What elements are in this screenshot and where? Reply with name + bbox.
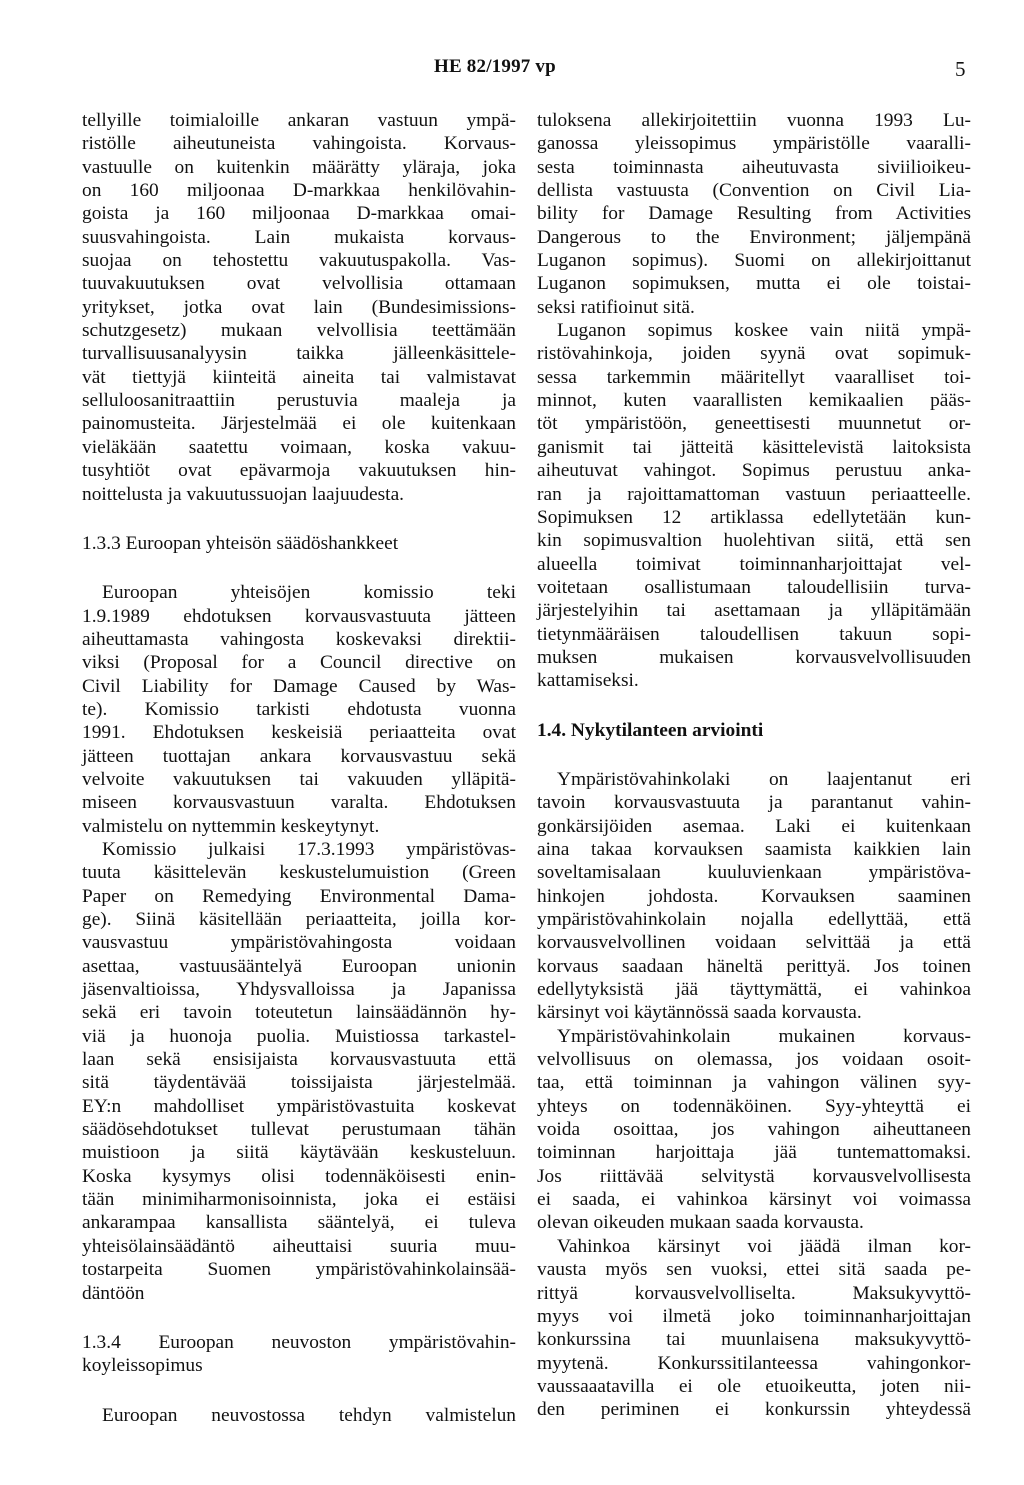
text-line: tavoin korvausvastuuta ja parantanut vahin- — [537, 792, 971, 814]
text-line: goista ja 160 miljoonaa D-markkaa omai- — [82, 203, 516, 225]
text-line: soveltamisalaan kuuluvienkaan ympäristöva- — [537, 862, 971, 884]
text-line: sessa tarkemmin määritellyt vaaralliset toi- — [537, 366, 971, 388]
text-line: vieläkään saatettu voimaan, koska vakuu- — [82, 436, 516, 458]
text-line: vausvastuu ympäristövahingosta voidaan — [82, 932, 516, 954]
text-line: noittelusta ja vakuutussuojan laajuudesta. — [82, 483, 405, 505]
text-line: sitä täydentävää toissijaista järjestelmää. — [82, 1072, 516, 1094]
text-line: tellyille toimialoille ankaran vastuun ympä- — [82, 110, 516, 131]
text-line: kärsinyt voi käytännössä saada korvausta. — [537, 1002, 862, 1024]
text-line: tään minimiharmonisoinnista, joka ei estäisi — [82, 1189, 516, 1211]
right-column — [537, 109, 971, 1422]
text-line: muistioon ja siitä käytävään keskusteluun. — [82, 1142, 516, 1164]
text-line: aiheuttamasta vahingosta koskevaksi direktii- — [82, 628, 516, 650]
text-line: Euroopan yhteisöjen komissio teki — [102, 582, 516, 604]
text-line: gonkärsijöiden asemaa. Laki ei kuitenkaan — [537, 815, 971, 837]
text-line: Ympäristövahinkolain mukainen korvaus- — [557, 1025, 971, 1047]
text-line: säädösehdotukset tullevat perustumaan tähän — [82, 1119, 516, 1141]
text-line: Komissio julkaisi 17.3.1993 ympäristövas- — [102, 838, 516, 860]
text-line: yritykset, jotka ovat lain (Bundesimissions- — [82, 296, 516, 318]
text-line: EY:n mahdolliset ympäristövastuita koskevat — [82, 1095, 516, 1117]
text-line: Luganon sopimus koskee vain niitä ympä- — [557, 320, 971, 342]
text-line: asettaa, vastuusääntelyä Euroopan unionin — [82, 955, 516, 977]
text-line: ganismit tai jätteitä käsittelevistä laitoksista — [537, 436, 971, 458]
text-line: on 160 miljoonaa D-markkaa henkilövahin- — [82, 180, 516, 202]
text-line: ei saada, ei vahinkoa kärsinyt voi voimassa — [537, 1189, 971, 1211]
text-line: Vahinkoa kärsinyt voi jäädä ilman kor- — [557, 1235, 971, 1257]
text-line: järjestelyihin tai asettamaan ja ylläpitämään — [537, 600, 971, 622]
text-line: ristölle aiheutuneista vahingoista. Korvaus- — [82, 133, 516, 155]
section-heading-1-3-4 — [82, 1331, 516, 1378]
paragraph-right-2 — [537, 319, 971, 693]
text-line: miseen korvausvastuun varalta. Ehdotuksen — [82, 792, 516, 814]
document-id: HE 82/1997 vp — [434, 56, 556, 77]
text-line: vaussaaatavilla ei ole etuoikeutta, joten nii- — [537, 1375, 971, 1397]
text-line: turvallisuusanalyysin taikka jälleenkäsittele- — [82, 343, 516, 365]
paragraph-left-3 — [82, 838, 516, 1305]
text-line: tuloksena allekirjoitettiin vuonna 1993 Lu- — [537, 110, 971, 131]
text-line: te). Komissio tarkisti ehdotusta vuonna — [82, 698, 516, 720]
text-line: toiminnan harjoittaja jää tuntemattomaksi. — [537, 1142, 971, 1164]
text-line: olevan oikeuden mukaan saada korvausta. — [537, 1212, 864, 1234]
text-line: sesta toiminnasta aiheutuvasta siviilioikeu- — [537, 156, 971, 178]
left-column — [82, 109, 516, 1427]
text-line: Euroopan neuvostossa tehdyn valmistelun — [102, 1404, 516, 1426]
text-line: vausta myös sen vuoksi, ettei sitä saada pe- — [537, 1259, 971, 1281]
text-line: tuuvakuutuksen ovat velvollisia ottamaan — [82, 273, 516, 295]
page-number: 5 — [955, 57, 966, 81]
text-line: suojaa on tehostettu vakuutuspakolla. Vas- — [82, 250, 516, 272]
text-line: ristövahinkoja, joiden syynä ovat sopimuk- — [537, 343, 971, 365]
text-line: laan sekä ensisijaista korvausvastuuta että — [82, 1049, 516, 1071]
text-line: Luganon sopimus). Suomi on allekirjoittanut — [537, 250, 971, 272]
text-line: jätteen tuottajan ankara korvausvastuu sekä — [82, 745, 516, 767]
text-line: yhteys on todennäköinen. Syy-yhteyttä ei — [537, 1095, 971, 1117]
paragraph-left-2 — [82, 581, 516, 838]
text-line: ran ja rajoittamattoman vastuun periaatteelle. — [537, 483, 971, 505]
text-line: ganossa yleissopimus ympäristölle vaaralli- — [537, 133, 971, 155]
text-line: seksi ratifioinut sitä. — [537, 296, 695, 318]
text-line: rittyä korvausvelvolliselta. Maksukyvyttö- — [537, 1282, 971, 1304]
text-line: vastuulle on kuitenkin määrätty yläraja, joka — [82, 156, 516, 178]
paragraph-right-4 — [537, 1025, 971, 1235]
text-line: Luganon sopimuksen, mutta ei ole toistai- — [537, 273, 971, 295]
text-line: däntöön — [82, 1282, 145, 1304]
text-line: yhteisölainsäädäntö aiheuttaisi suuria muu- — [82, 1235, 516, 1257]
text-line: taa, että toiminnan ja vahingon välinen syy- — [537, 1072, 971, 1094]
text-line: selluloosanitraattiin perustuvia maaleja ja — [82, 390, 516, 412]
text-line: sekä eri tavoin toteutetun lainsäädännön hy- — [82, 1002, 516, 1024]
text-line: schutzgesetz) mukaan velvollisia teettämään — [82, 320, 516, 342]
text-line: tietynmääräisen taloudellisen takuun sopi- — [537, 623, 971, 645]
text-line: jäsenvaltioissa, Yhdysvalloissa ja Japanissa — [82, 979, 516, 1001]
text-line: konkurssina tai muunlaisena maksukyvyttö- — [537, 1329, 971, 1351]
text-line: edellytyksistä jää täyttymättä, ei vahinkoa — [537, 979, 971, 1001]
text-line: dellista vastuusta (Convention on Civil Lia- — [537, 180, 971, 202]
paragraph-right-3 — [537, 768, 971, 1025]
text-line: tostarpeita Suomen ympäristövahinkolainsää- — [82, 1259, 516, 1281]
text-line: minnot, kuten vaarallisten kemikaalien pääs- — [537, 390, 971, 412]
text-line: valmistelu on nyttemmin keskeytynyt. — [82, 815, 380, 837]
text-line: vät tiettyjä kiinteitä aineita tai valmistavat — [82, 366, 516, 388]
text-line: ankarampaa kansallista sääntelyä, ei tuleva — [82, 1212, 516, 1234]
text-line: myys voi ilmetä joko toiminnanharjoittajan — [537, 1305, 971, 1327]
text-line: Paper on Remedying Environmental Dama- — [82, 885, 516, 907]
text-line: tusyhtiöt ovat epävarmoja vakuutuksen hin- — [82, 460, 516, 482]
text-line: Ympäristövahinkolaki on laajentanut eri — [557, 768, 971, 790]
page-header — [0, 56, 1024, 86]
paragraph-left-4 — [82, 1404, 516, 1427]
text-line: Koska kysymys olisi todennäköisesti enin- — [82, 1165, 516, 1187]
paragraph-right-1 — [537, 109, 971, 319]
text-line: hinkojen johdosta. Korvauksen saaminen — [537, 885, 971, 907]
text-line: myytenä. Konkurssitilanteessa vahingonkor- — [537, 1352, 971, 1374]
text-line: Dangerous to the Environment; jäljempänä — [537, 226, 971, 248]
text-line: töt ympäristöön, geneettisesti muunnetut or- — [537, 413, 971, 435]
text-line: painomusteita. Järjestelmää ei ole kuitenkaan — [82, 413, 516, 435]
text-line: muksen mukaisen korvausvelvollisuuden — [537, 646, 971, 668]
text-line: kattamiseksi. — [537, 670, 639, 692]
text-line: tuuta käsittelevän keskustelumuistion (Green — [82, 862, 516, 884]
text-line: aiheutuvat vahingot. Sopimus perustuu anka- — [537, 460, 971, 482]
text-line: ge). Siinä käsitellään periaatteita, joilla kor- — [82, 909, 516, 930]
text-line: Sopimuksen 12 artiklassa edellytetään kun- — [537, 506, 971, 528]
section-heading-1-3-3: 1.3.3 Euroopan yhteisön säädöshankkeet — [82, 532, 399, 554]
text-line: kin sopimusvaltion huolehtivan siitä, että sen — [537, 530, 971, 552]
text-line: 1.9.1989 ehdotuksen korvausvastuuta jätteen — [82, 605, 516, 627]
text-line: alueella toimivat toiminnanharjoittajat vel- — [537, 553, 971, 575]
text-line: bility for Damage Resulting from Activities — [537, 203, 971, 225]
text-line: korvaus saadaan häneltä perittyä. Jos toinen — [537, 955, 971, 977]
text-line: koyleissopimus — [82, 1355, 203, 1377]
paragraph-right-5 — [537, 1235, 971, 1422]
text-line: 1991. Ehdotuksen keskeisiä periaatteita ovat — [82, 722, 516, 744]
text-line: aina takaa korvauksen saamista kaikkien lain — [537, 838, 971, 860]
text-line: voida osoittaa, jos vahingon aiheuttaneen — [537, 1119, 971, 1141]
text-line: voitetaan osallistumaan taloudellisiin turva- — [537, 576, 971, 598]
text-line: velvoite vakuutuksen tai vakuuden ylläpitä- — [82, 768, 516, 790]
text-line: korvausvelvollinen voidaan selvittää ja että — [537, 932, 971, 954]
text-line: ympäristövahinkolain nojalla edellyttää, että — [537, 909, 971, 930]
text-line: viä ja huonoja puolia. Muistiossa tarkastel- — [82, 1025, 516, 1047]
text-line: Civil Liability for Damage Caused by Was- — [82, 675, 516, 697]
text-line: 1.3.4 Euroopan neuvoston ympäristövahin- — [82, 1331, 516, 1353]
text-line: Jos riittävää selvitystä korvausvelvollisesta — [537, 1165, 971, 1187]
text-line: viksi (Proposal for a Council directive on — [82, 652, 516, 674]
text-line: suusvahingoista. Lain mukaista korvaus- — [82, 226, 516, 248]
section-heading-1-4: 1.4. Nykytilanteen arviointi — [537, 719, 764, 741]
paragraph-left-1 — [82, 109, 516, 506]
text-line: den periminen ei konkurssin yhteydessä — [537, 1399, 971, 1421]
text-line: velvollisuus on olemassa, jos voidaan osoit- — [537, 1049, 971, 1071]
